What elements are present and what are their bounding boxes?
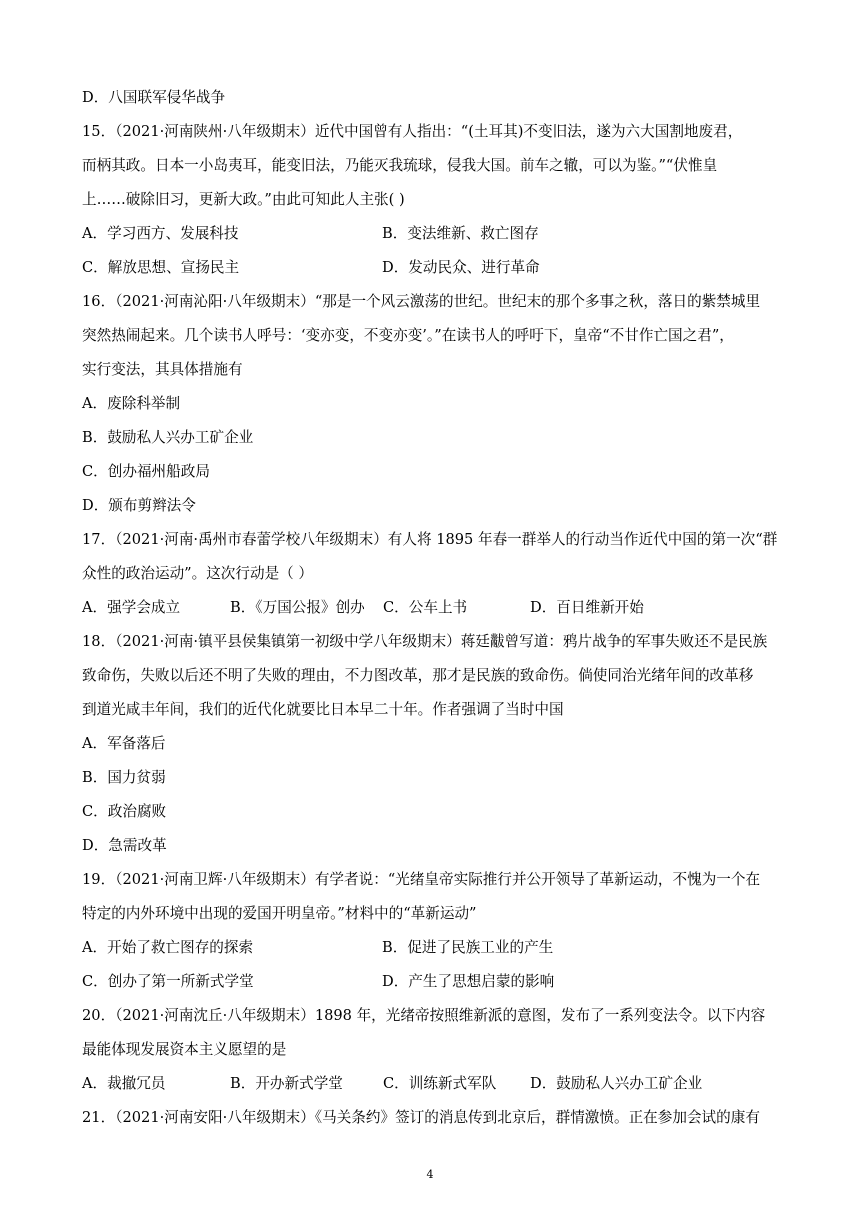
q15-stem-line-3: 上……破除旧习，更新大政。”由此可知此人主张( ) xyxy=(82,191,405,208)
q17-option-d: D．百日维新开始 xyxy=(530,599,644,616)
q16-option-d: D．颁布剪辫法令 xyxy=(82,497,196,514)
q15-option-b: B．变法维新、救亡图存 xyxy=(382,225,539,242)
q18-stem-line-2: 致命伤，失败以后还不明了失败的理由，不力图改革，那才是民族的致命伤。倘使同治光绪年间的改革移 xyxy=(82,667,754,684)
q15-option-c: C．解放思想、宣扬民主 xyxy=(82,259,240,276)
q18-option-b: B．国力贫弱 xyxy=(82,769,166,786)
q18-option-d: D．急需改革 xyxy=(82,837,167,854)
q21-stem-line-1: 21．（2021·河南安阳·八年级期末）《马关条约》签订的消息传到北京后，群情激愤。正在参加会试的康有 xyxy=(82,1109,760,1126)
q19-stem-line-1: 19．（2021·河南卫辉·八年级期末）有学者说：“光绪皇帝实际推行并公开领导了革新运动，不愧为一个在 xyxy=(82,871,761,888)
q14-option-d: D．八国联军侵华战争 xyxy=(82,89,226,106)
q17-stem-line-1: 17．（2021·河南·禹州市春蕾学校八年级期末）有人将 1895 年春一群举人的行动当作近代中国的第一次“群 xyxy=(82,531,778,548)
q19-stem-line-2: 特定的内外环境中出现的爱国开明皇帝。”材料中的“革新运动” xyxy=(82,905,477,922)
q19-option-d: D．产生了思想启蒙的影响 xyxy=(382,973,555,990)
q15-option-d: D．发动民众、进行革命 xyxy=(382,259,540,276)
q15-stem-line-2: 而柄其政。日本一小岛夷耳，能变旧法，乃能灭我琉球，侵我大国。前车之辙，可以为鉴。”“伏惟皇 xyxy=(82,157,718,174)
q17-stem-line-2: 众性的政治运动”。这次行动是（ ） xyxy=(82,565,314,582)
q19-option-c: C．创办了第一所新式学堂 xyxy=(82,973,254,990)
q16-option-a: A．废除科举制 xyxy=(82,395,181,412)
q16-stem-line-1: 16．（2021·河南沁阳·八年级期末）“那是一个风云激荡的世纪。世纪末的那个多事之秋，落日的紫禁城里 xyxy=(82,293,761,310)
q19-option-b: B．促进了民族工业的产生 xyxy=(382,939,554,956)
q20-option-b: B．开办新式学堂 xyxy=(230,1075,343,1092)
q16-option-b: B．鼓励私人兴办工矿企业 xyxy=(82,429,254,446)
q20-stem-line-2: 最能体现发展资本主义愿望的是 xyxy=(82,1041,287,1058)
q18-option-a: A．军备落后 xyxy=(82,735,166,752)
q18-option-c: C．政治腐败 xyxy=(82,803,167,820)
q20-option-d: D．鼓励私人兴办工矿企业 xyxy=(530,1075,703,1092)
q20-option-c: C．训练新式军队 xyxy=(383,1075,497,1092)
q15-option-a: A．学习西方、发展科技 xyxy=(82,225,239,242)
q19-option-a: A．开始了救亡图存的探索 xyxy=(82,939,254,956)
q18-stem-line-3: 到道光咸丰年间，我们的近代化就要比日本早二十年。作者强调了当时中国 xyxy=(82,701,564,718)
q16-stem-line-3: 实行变法，其具体措施有 xyxy=(82,361,243,378)
q18-stem-line-1: 18．（2021·河南·镇平县侯集镇第一初级中学八年级期末）蒋廷黻曾写道：鸦片战争的军事失败还不是民族 xyxy=(82,633,768,650)
q20-option-a: A．裁撤冗员 xyxy=(82,1075,166,1092)
page-number: 4 xyxy=(426,1168,434,1181)
q16-option-c: C．创办福州船政局 xyxy=(82,463,210,480)
q16-stem-line-2: 突然热闹起来。几个读书人呼号：‘变亦变，不变亦变’。”在读书人的呼吁下，皇帝“不甘作亡国之君”， xyxy=(82,327,734,344)
q20-stem-line-1: 20．（2021·河南沈丘·八年级期末）1898 年，光绪帝按照维新派的意图，发布了一系列变法令。以下内容 xyxy=(82,1007,766,1024)
q15-stem-line-1: 15．（2021·河南陕州·八年级期末）近代中国曾有人指出：“(土耳其)不变旧法，遂为六大国割地废君， xyxy=(82,123,743,140)
q17-option-c: C．公车上书 xyxy=(383,599,468,616)
q17-option-a: A．强学会成立 xyxy=(82,599,181,616)
q17-option-b: B．《万国公报》创办 xyxy=(230,599,365,616)
